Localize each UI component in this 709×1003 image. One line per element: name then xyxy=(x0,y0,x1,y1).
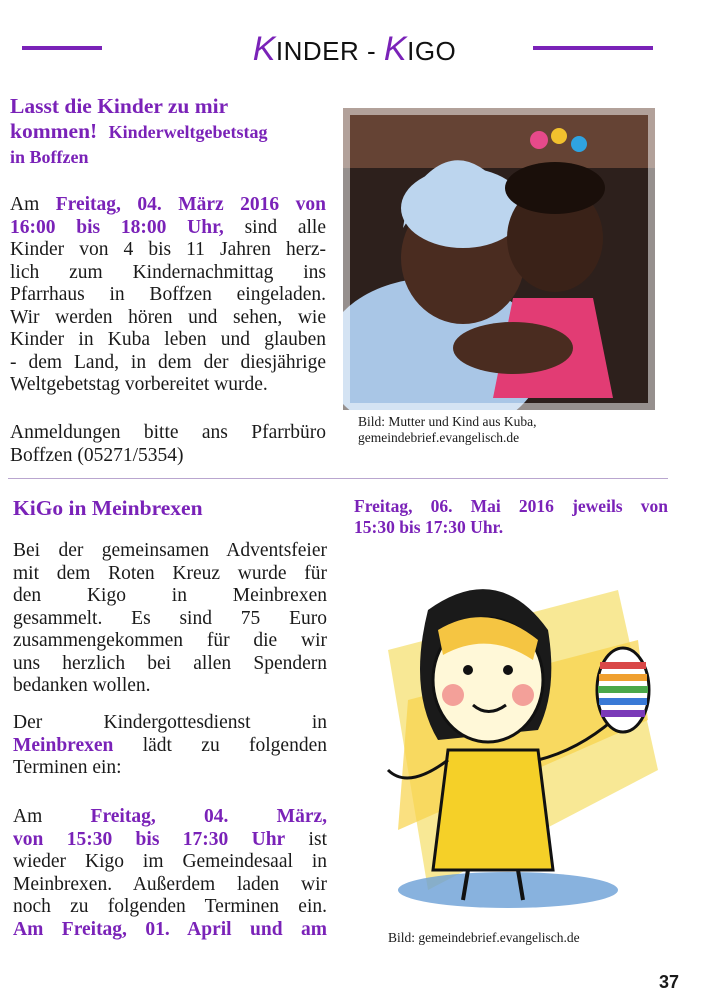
header-cap-2: K xyxy=(383,30,408,68)
right-heading-line: Freitag, 06. Mai 2016 jeweils von xyxy=(354,496,668,516)
s2-line xyxy=(13,806,327,829)
header-separator: - xyxy=(359,36,384,66)
s1-date: Freitag, 04. März 2016 von xyxy=(55,194,326,215)
s2-line: uns herzlich bei allen Spendern xyxy=(13,652,327,674)
page-header xyxy=(0,30,709,69)
section1-title-part3: Kinderweltgebetstag xyxy=(108,122,268,142)
right-heading xyxy=(354,496,668,538)
s1-line: Kinder in Kuba leben und glauben xyxy=(10,329,326,350)
s2-line: den Kigo in Meinbrexen xyxy=(13,585,327,606)
girl-easter-egg-drawing xyxy=(368,570,668,920)
photo-caption xyxy=(358,414,537,446)
s1-time: 16:00 bis 18:00 Uhr, xyxy=(10,216,224,238)
s2-place: Meinbrexen xyxy=(13,734,114,756)
signup-line: Anmeldungen bitte ans Pfarrbüro xyxy=(10,422,326,443)
s2-line: mit dem Roten Kreuz wurde für xyxy=(13,562,327,584)
s2-line: Terminen ein: xyxy=(13,757,122,778)
s2-line: noch zu folgenden Terminen ein. xyxy=(13,896,327,917)
s2-date: Freitag, 04. März, xyxy=(90,806,328,827)
section2-para3 xyxy=(13,806,327,941)
section1-signup xyxy=(10,422,326,467)
s2-line: wieder Kigo im Gemeindesaal in xyxy=(13,851,327,872)
section1-title-part1: Lasst die Kinder zu mir xyxy=(10,94,229,118)
signup-line: Boffzen (05271/5354) xyxy=(10,444,184,466)
s2-line xyxy=(13,829,327,852)
s2-line: Bei der gemeinsamen Adventsfeier xyxy=(13,540,327,561)
s2-line: bedanken wollen. xyxy=(13,675,151,696)
s2-text: ist xyxy=(285,828,327,850)
section1-title-line2 xyxy=(10,119,326,145)
header-word-1: INDER xyxy=(275,36,360,66)
s1-line: Wir werden hören und sehen, wie xyxy=(10,306,326,328)
s1-text: sind alle xyxy=(223,216,326,238)
s2-line: gesammelt. Es sind 75 Euro xyxy=(13,607,327,629)
s1-line: Pfarrhaus in Boffzen eingeladen. xyxy=(10,284,326,305)
s2-text: lädt zu folgenden xyxy=(113,734,327,756)
s1-line: - dem Land, in dem der diesjährige xyxy=(10,351,326,373)
section-divider xyxy=(8,478,668,479)
right-heading-line: 15:30 bis 17:30 Uhr. xyxy=(354,517,504,537)
s2-text: Am xyxy=(13,806,91,827)
s2-line xyxy=(13,735,327,758)
section2-para1 xyxy=(13,540,327,698)
s2-line: Am Freitag, 01. April und am xyxy=(13,918,327,940)
section2-title: KiGo in Meinbrexen xyxy=(13,496,203,520)
header-cap-1: K xyxy=(252,30,276,68)
section1-title-part4: in Boffzen xyxy=(10,147,89,167)
s2-line: zusammengekommen für die wir xyxy=(13,630,327,651)
s1-line: lich zum Kindernachmittag ins xyxy=(10,261,326,283)
s1-line xyxy=(10,217,326,240)
s2-time: von 15:30 bis 17:30 Uhr xyxy=(13,828,286,850)
s1-line xyxy=(10,194,326,217)
s1-line: Weltgebetstag vorbereitet wurde. xyxy=(10,374,268,395)
photo-caption-line: Bild: Mutter und Kind aus Kuba, xyxy=(358,414,537,429)
drawing-caption: Bild: gemeindebrief.evangelisch.de xyxy=(388,930,580,945)
page-number: 37 xyxy=(658,972,679,992)
section1-body xyxy=(10,194,326,397)
header-word-2: IGO xyxy=(407,36,457,66)
photo-illustration xyxy=(343,108,655,410)
section2-para2 xyxy=(13,712,327,780)
s1-text: Am xyxy=(10,194,56,215)
section1-title-part2: kommen! xyxy=(10,119,98,143)
s1-line: Kinder von 4 bis 11 Jahren herz- xyxy=(10,239,326,260)
section1-title-line1 xyxy=(10,94,326,119)
s2-line: Der Kindergottesdienst in xyxy=(13,712,327,733)
s2-line: Meinbrexen. Außerdem laden wir xyxy=(13,873,327,895)
photo-mother-child xyxy=(343,108,655,410)
photo-caption-line: gemeindebrief.evangelisch.de xyxy=(358,430,520,445)
section1-title xyxy=(10,94,326,170)
